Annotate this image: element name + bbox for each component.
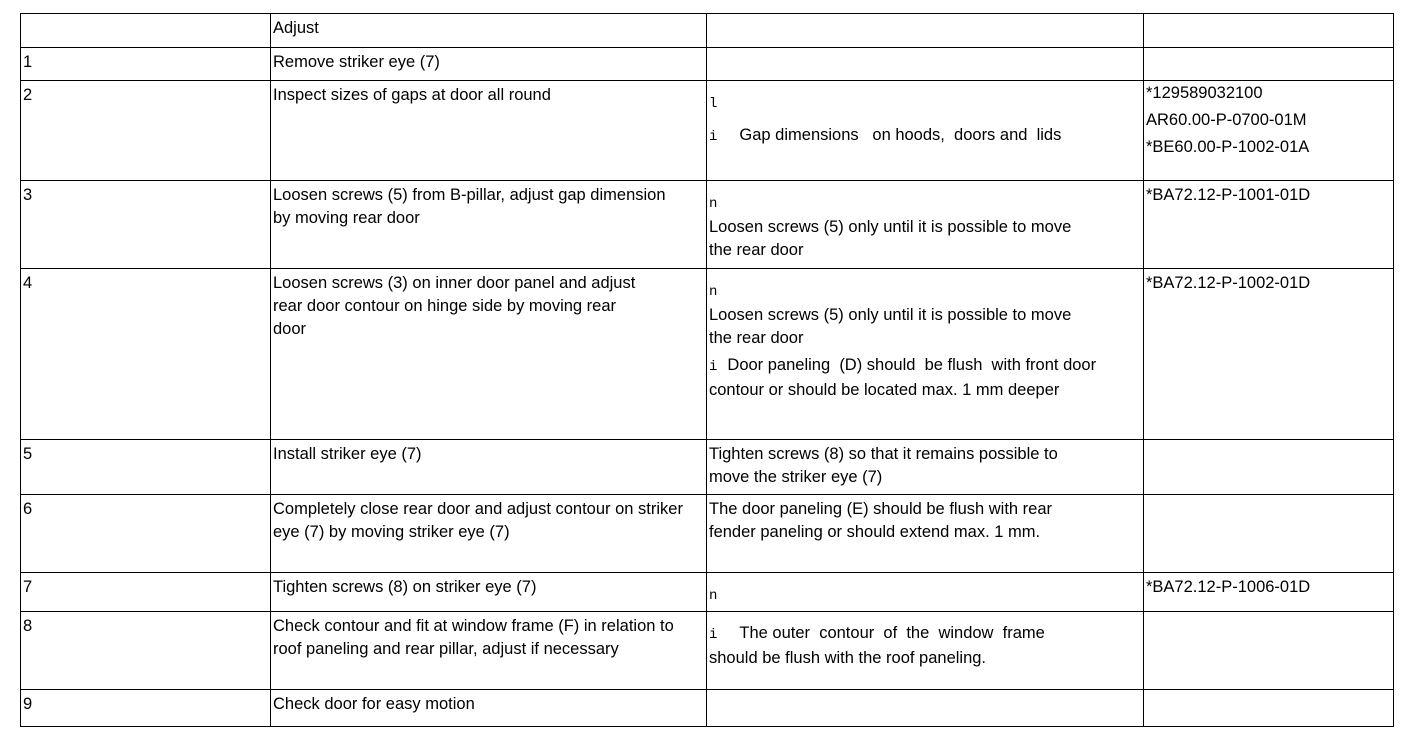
step-refs: [1144, 573, 1394, 612]
table-row: [21, 440, 1394, 495]
step-notes: [707, 495, 1144, 573]
step-number: 3: [21, 181, 271, 269]
note-text: Gap dimensions on hoods, doors and lids: [739, 126, 1062, 144]
note-text-2: Door paneling (D) should be flush with front door contour or should be located max. 1 mm deeper: [709, 356, 1101, 399]
step-refs: [1144, 495, 1394, 573]
step-action-text: Loosen screws (3) on inner door panel and adjust rear door contour on hinge side by moving rear door: [273, 274, 636, 338]
table-row: [21, 495, 1394, 573]
step-number: 6: [21, 495, 271, 573]
note-text: Loosen screws (5) only until it is possible to move the rear door: [709, 306, 1072, 347]
table-row: [21, 48, 1394, 81]
info-icon: i: [709, 129, 718, 145]
step-number: 9: [21, 690, 271, 727]
doc-reference: AR60.00-P-0700-01M: [1146, 111, 1307, 129]
step-refs: [1144, 440, 1394, 495]
doc-reference: *BA72.12-P-1002-01D: [1146, 274, 1311, 292]
step-refs: [1144, 181, 1394, 269]
header-step-cell: [21, 14, 271, 48]
step-action: Install striker eye (7): [271, 440, 707, 495]
table-row: [21, 181, 1394, 269]
step-number: 2: [21, 81, 271, 181]
note-text: The door paneling (E) should be flush with rear fender paneling or should extend max. 1 mm.: [709, 500, 1053, 541]
table-row: [21, 612, 1394, 690]
step-action: [271, 612, 707, 690]
note-symbol-n: n: [709, 284, 718, 300]
step-action-text: Check contour and fit at window frame (F) in relation to roof paneling and rear pillar, adjust if necessary: [273, 617, 674, 658]
step-action: Inspect sizes of gaps at door all round: [271, 81, 707, 181]
table-row: [21, 81, 1394, 181]
info-icon: i: [709, 627, 718, 643]
step-refs: [1144, 81, 1394, 181]
step-notes: [707, 269, 1144, 440]
table-row: [21, 269, 1394, 440]
header-action-cell: Adjust: [271, 14, 707, 48]
step-action: Remove striker eye (7): [271, 48, 707, 81]
list-symbol-l: l: [709, 96, 718, 112]
step-refs: [1144, 48, 1394, 81]
step-notes: [707, 48, 1144, 81]
doc-reference: *BE60.00-P-1002-01A: [1146, 138, 1310, 156]
step-notes: [707, 181, 1144, 269]
step-action: Check door for easy motion: [271, 690, 707, 727]
note-text: The outer contour of the window frame should be flush with the roof paneling.: [709, 624, 1050, 667]
table-row: [21, 690, 1394, 727]
step-notes: [707, 81, 1144, 181]
step-number: 5: [21, 440, 271, 495]
header-notes-cell: [707, 14, 1144, 48]
info-icon: i: [709, 359, 718, 375]
step-notes: [707, 612, 1144, 690]
step-notes: [707, 573, 1144, 612]
note-text: Tighten screws (8) so that it remains possible to move the striker eye (7): [709, 445, 1058, 486]
table-row: [21, 573, 1394, 612]
note-symbol-n: n: [709, 588, 718, 604]
step-action: Tighten screws (8) on striker eye (7): [271, 573, 707, 612]
header-refs-cell: [1144, 14, 1394, 48]
doc-reference: *BA72.12-P-1006-01D: [1146, 578, 1311, 596]
procedure-table: [20, 13, 1394, 727]
step-number: 1: [21, 48, 271, 81]
step-notes: [707, 690, 1144, 727]
note-symbol-n: n: [709, 196, 718, 212]
step-number: 8: [21, 612, 271, 690]
step-refs: [1144, 269, 1394, 440]
step-action-text: Loosen screws (5) from B-pillar, adjust gap dimension by moving rear door: [273, 186, 666, 227]
step-action: [271, 181, 707, 269]
table-header-row: [21, 14, 1394, 48]
step-action: [271, 269, 707, 440]
step-number: 4: [21, 269, 271, 440]
note-text: Loosen screws (5) only until it is possible to move the rear door: [709, 218, 1072, 259]
step-refs: [1144, 690, 1394, 727]
doc-reference: *129589032100: [1146, 84, 1263, 102]
step-number: 7: [21, 573, 271, 612]
doc-reference: *BA72.12-P-1001-01D: [1146, 186, 1311, 204]
step-notes: [707, 440, 1144, 495]
step-refs: [1144, 612, 1394, 690]
step-action: Completely close rear door and adjust contour on striker eye (7) by moving striker eye (7): [271, 495, 707, 573]
